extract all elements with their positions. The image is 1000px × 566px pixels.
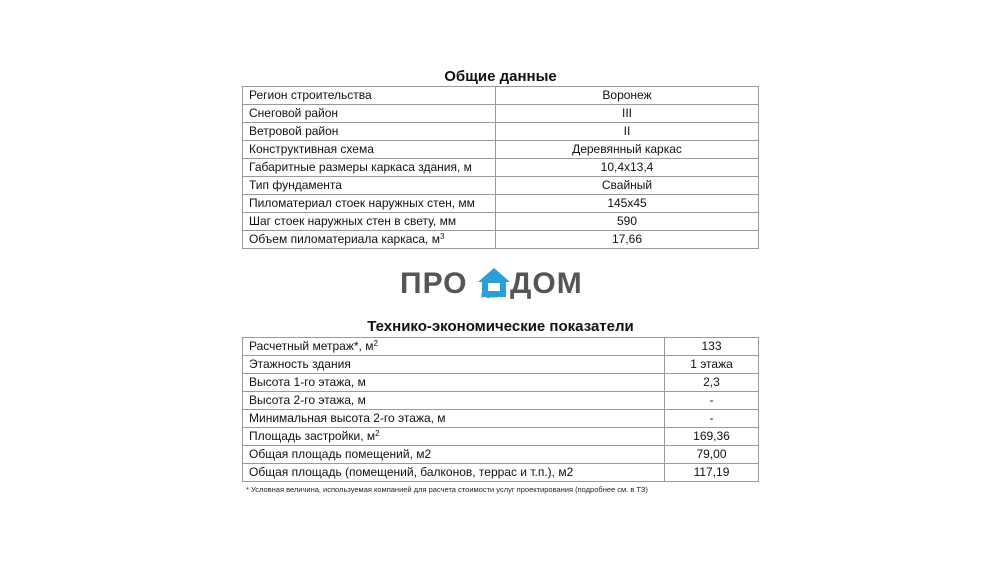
table-row [243,410,759,428]
table-row [243,195,759,213]
indicators-table [242,337,759,482]
section1-title: Общие данные [444,68,557,85]
row-value: - [665,392,759,410]
company-logo [400,266,600,304]
row-label: Общая площадь помещений, м2 [243,446,665,464]
row-value: 2,3 [665,374,759,392]
superscript: 3 [439,232,445,241]
row-value: 79,00 [665,446,759,464]
row-value: II [496,123,759,141]
superscript: 2 [375,429,380,438]
table-row [243,338,759,356]
superscript: 2 [373,339,378,348]
section2-title: Технико-экономические показатели [367,318,634,335]
table-row [243,392,759,410]
row-label: Общая площадь (помещений, балконов, террас и т.п.), м2 [243,464,665,482]
row-value: Воронеж [496,87,759,105]
table-row [243,374,759,392]
logo-text-small: РЕМ [481,293,498,300]
table-row [243,177,759,195]
table-row [243,213,759,231]
row-label: Объем пиломатериала каркаса, $м^3$ [243,231,496,249]
row-value: 10,4х13,4 [496,159,759,177]
row-label: Пиломатериал стоек наружных стен, мм [243,195,496,213]
row-value: - [665,410,759,428]
row-value: 169,36 [665,428,759,446]
footnote: * Условная величина, используемая компанией для расчета стоимости услуг проектирования (подробнее см. в ТЗ) [246,485,648,494]
row-value: 17,66 [496,231,759,249]
logo-text-right: ДОМ [510,267,583,300]
row-value: Деревянный каркас [496,141,759,159]
row-value: 1 этажа [665,356,759,374]
row-value: 117,19 [665,464,759,482]
row-label: Шаг стоек наружных стен в свету, мм [243,213,496,231]
table-row [243,123,759,141]
row-label: Снеговой район [243,105,496,123]
row-label: Конструктивная схема [243,141,496,159]
table-row [243,141,759,159]
table-row [243,87,759,105]
general-data-table [242,86,759,249]
row-label: Высота 1-го этажа, м [243,374,665,392]
row-value: 145х45 [496,195,759,213]
row-label: Габаритные размеры каркаса здания, м [243,159,496,177]
row-label: Регион строительства [243,87,496,105]
row-label: Высота 2-го этажа, м [243,392,665,410]
row-label: Этажность здания [243,356,665,374]
table-row [243,356,759,374]
row-value: 590 [496,213,759,231]
row-label: Ветровой район [243,123,496,141]
row-value: Свайный [496,177,759,195]
table-row [243,105,759,123]
row-label: Тип фундамента [243,177,496,195]
table-row [243,464,759,482]
row-value: 133 [665,338,759,356]
table-row [243,446,759,464]
row-value: III [496,105,759,123]
row-label: Расчетный метраж*, $м^2$ [243,338,665,356]
table-row [243,231,759,249]
row-label: Минимальная высота 2-го этажа, м [243,410,665,428]
table-row [243,159,759,177]
row-label: Площадь застройки, $м^2$ [243,428,665,446]
table-row [243,428,759,446]
logo-text-left: ПРО [400,267,468,300]
